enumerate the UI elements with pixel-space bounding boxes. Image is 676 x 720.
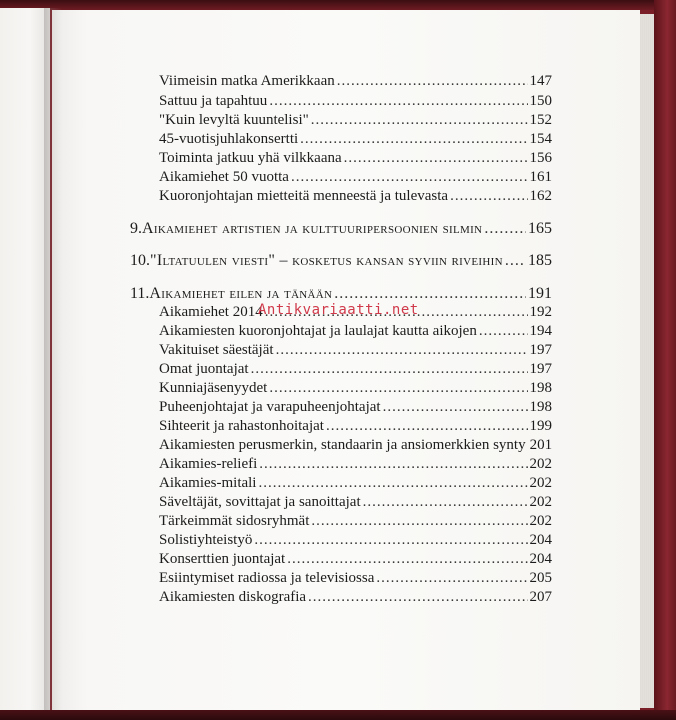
toc-entry-title: Toiminta jatkuu yhä vilkkaana [159, 150, 342, 166]
toc-entry-title: Kuoronjohtajan mietteitä menneestä ja tulevasta [159, 188, 449, 204]
toc-entry [159, 341, 552, 360]
toc-entry-title: Aikamiehet eilen ja tänään [149, 285, 333, 302]
toc-entry [159, 360, 552, 379]
toc-entry [159, 130, 552, 149]
toc-entry-page: 156 [529, 150, 552, 166]
toc-entry-page: 198 [529, 380, 552, 396]
toc-entry-page: 205 [529, 570, 552, 586]
chapter-number: 10. [130, 252, 150, 269]
dot-leader [479, 322, 528, 341]
toc-entry-page: 204 [529, 532, 552, 548]
toc-entry-title: Esiintymiset radiossa ja televisiossa [159, 570, 375, 586]
toc-chapter-entry [130, 219, 552, 238]
toc-entry-title: Säveltäjät, sovittajat ja sanoittajat [159, 494, 361, 510]
dot-leader [326, 417, 528, 436]
toc-entry-title: Solistiyhteistyö [159, 532, 253, 548]
toc-entry-page: 207 [529, 589, 552, 605]
toc-entry-title: Aikamiesten kuoronjohtajat ja laulajat kautta aikojen [159, 323, 477, 339]
dot-leader [337, 72, 528, 91]
book-gutter [44, 8, 62, 712]
toc-entry-title: Aikamiesten diskografia [159, 589, 307, 605]
toc-entry-page: 165 [528, 220, 552, 237]
dot-leader [505, 251, 526, 270]
toc-entry-title: "Iltatuulen viesti" – kosketus kansan syviin riveihin [150, 252, 503, 269]
toc-entry-title: Sattuu ja tapahtuu [159, 93, 268, 109]
toc-entry-page: 202 [529, 494, 552, 510]
toc-entry [159, 512, 552, 531]
toc-entry-page: 197 [529, 361, 552, 377]
dot-leader [484, 219, 526, 238]
dot-leader [450, 187, 527, 206]
toc-entry [159, 72, 552, 91]
dot-leader [291, 168, 528, 187]
dot-leader [287, 550, 527, 569]
dot-leader [269, 379, 527, 398]
dot-leader [311, 512, 527, 531]
page-edges [640, 14, 654, 708]
toc-entry [159, 379, 552, 398]
toc-entry-page: 162 [529, 188, 552, 204]
dot-leader [251, 360, 528, 379]
chapter-number: 11. [130, 285, 150, 302]
toc-entry-title: Aikamiehet 50 vuotta [159, 169, 289, 185]
toc-entry-title: Aikamiehet artistien ja kulttuuripersoonien silmin [142, 220, 483, 237]
toc-entry [159, 436, 552, 455]
toc-entry [159, 455, 552, 474]
toc-entry-title: Puheenjohtajat ja varapuheenjohtajat [159, 399, 381, 415]
dot-leader [254, 531, 527, 550]
toc-chapter-entry [130, 251, 552, 270]
toc-entry-page: 199 [529, 418, 552, 434]
toc-entry-page: 197 [529, 342, 552, 358]
toc-entry [159, 493, 552, 512]
toc-entry-page: 185 [528, 252, 552, 269]
toc-entry-page: 198 [529, 399, 552, 415]
toc-entry-page: 204 [529, 551, 552, 567]
toc-entry-title: Vakituiset säestäjät [159, 342, 274, 358]
dot-leader [383, 398, 528, 417]
chapter-number: 9. [130, 220, 142, 237]
dot-leader [376, 569, 527, 588]
book-cover-bottom [0, 710, 676, 720]
toc-entry-title: Konserttien juontajat [159, 551, 286, 567]
toc-entry [159, 474, 552, 493]
dot-leader [308, 588, 527, 607]
toc-entry [159, 149, 552, 168]
dot-leader [311, 111, 528, 130]
toc-entry-page: 202 [529, 513, 552, 529]
toc-entry [159, 398, 552, 417]
toc-entry-title: Aikamiehet 2014 [159, 304, 263, 320]
book-cover-top [0, 0, 676, 10]
toc-entry-title: 45-vuotisjuhlakonsertti [159, 131, 299, 147]
toc-entry-page: 154 [529, 131, 552, 147]
toc-entry-page: 202 [529, 475, 552, 491]
toc-entry-page: 161 [529, 169, 552, 185]
toc-entry-title: Sihteerit ja rahastonhoitajat [159, 418, 324, 434]
dot-leader [258, 474, 527, 493]
toc-entry [159, 168, 552, 187]
toc-entry-page: 202 [529, 456, 552, 472]
toc-entry-title: Kunniajäsenyydet [159, 380, 268, 396]
left-page [0, 8, 50, 712]
watermark: Antikvariaatti.net [258, 302, 419, 318]
toc-entry-page: 152 [529, 112, 552, 128]
toc-entry-title: Viimeisin matka Amerikkaan [159, 73, 335, 89]
toc-entry-title: Tärkeimmät sidosryhmät [159, 513, 310, 529]
toc-entry [159, 417, 552, 436]
toc-entry-page: 150 [529, 93, 552, 109]
dot-leader [344, 149, 528, 168]
toc-entry [159, 92, 552, 111]
dot-leader [259, 455, 527, 474]
dot-leader [276, 341, 528, 360]
toc-entry-title: Aikamies-mitali [159, 475, 257, 491]
toc-entry-title: Omat juontajat [159, 361, 249, 377]
dot-leader [269, 92, 527, 111]
toc-entry-page: 191 [528, 285, 552, 302]
toc-entry [159, 531, 552, 550]
toc-entry [159, 550, 552, 569]
toc-entry-page: 201 [529, 437, 553, 453]
dot-leader [363, 493, 528, 512]
toc-entry-title: "Kuin levyltä kuuntelisi" [159, 112, 309, 128]
toc-entry-page: 147 [529, 73, 552, 89]
toc-entry [159, 111, 552, 130]
toc-entry [159, 187, 552, 206]
toc-entry [159, 569, 552, 588]
toc-chapter-entry [130, 284, 552, 303]
toc-entry [159, 588, 552, 607]
dot-leader [300, 130, 527, 149]
toc-entry [159, 322, 552, 341]
dot-leader [334, 284, 526, 303]
book-cover-right [654, 0, 676, 720]
toc-entry-title: Aikamies-reliefi [159, 456, 258, 472]
toc-entry-page: 194 [529, 323, 552, 339]
toc-entry-title: Aikamiesten perusmerkin, standaarin ja ansiomerkkien synty [159, 437, 526, 453]
toc-entry-page: 192 [529, 304, 552, 320]
